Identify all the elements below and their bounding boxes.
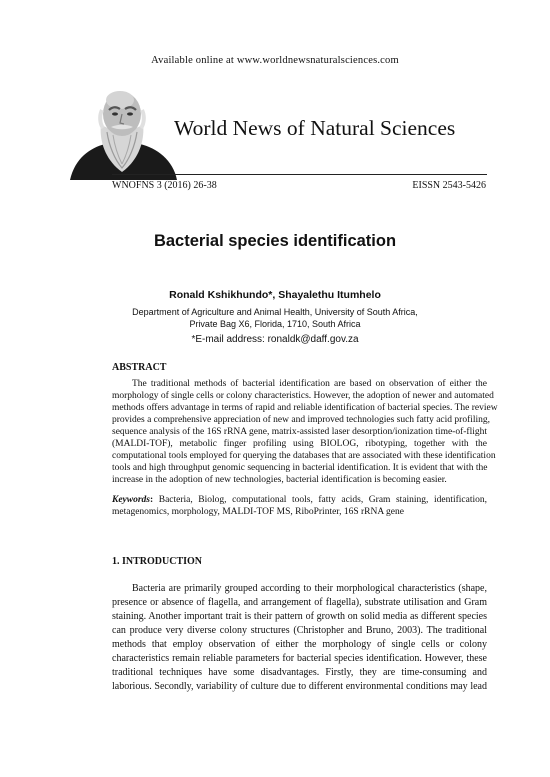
abstract-line: increase in the adoption of new technologies, bacterial identification is becoming easier. <box>112 475 447 485</box>
citation: WNOFNS 3 (2016) 26-38 <box>112 180 217 191</box>
body-line: laborious. Secondly, variability of culture due to different environmental conditions may lead <box>112 681 487 692</box>
abstract-line: computational tools employed for querying the databases that are associated with these identification <box>112 451 496 461</box>
abstract-line: (MALDI-TOF), metabolic finger profiling using BIOLOG, ribotyping, together with the <box>112 439 487 449</box>
body-line: characteristics remain reliable parameters for bacterial species identification. However, these <box>112 653 487 664</box>
abstract-line: morphology of single cells or colony characteristics. However, the adoption of newer and automated <box>112 391 494 401</box>
issn: EISSN 2543-5426 <box>412 180 486 191</box>
abstract-line: provides a comprehensive appreciation of new and improved technologies such fatty acid profiling, <box>112 415 491 425</box>
abstract-line: The traditional methods of bacterial identification are based on observation of either the <box>132 379 487 389</box>
abstract-line: methods offers advantage in terms of rapid and reliable identification of bacterial species. The review <box>112 403 498 413</box>
header-rule <box>112 174 487 175</box>
body-line: methods that employ observation of either the morphology of single cells or colony <box>112 639 487 650</box>
availability-line: Available online at www.worldnewsnaturalsciences.com <box>151 55 399 66</box>
email-address: *E-mail address: ronaldk@daff.gov.za <box>191 334 359 345</box>
keywords-label: Keywords <box>112 495 150 505</box>
body-line: can produce very diverse colony structures (Christopher and Bruno, 2003). The traditional <box>112 625 487 636</box>
body-line: Bacteria are primarily grouped according to their morphological characteristics (shape, <box>132 583 487 594</box>
darwin-portrait-logo <box>65 80 180 180</box>
journal-title: World News of Natural Sciences <box>174 116 456 140</box>
body-line: traditional techniques have some disadvantages. Firstly, they are time-consuming and <box>112 667 487 678</box>
abstract-line: sequence analysis of the 16S rRNA gene, matrix-assisted laser desorption/ionization time-of-flight <box>112 427 487 437</box>
introduction-heading: 1. INTRODUCTION <box>112 556 203 567</box>
abstract-line: tools and high throughput genomic sequencing in bacterial identification. It is evident that with the <box>112 463 488 473</box>
keywords-text-1: Bacteria, Biolog, computational tools, fatty acids, Gram staining, identification, <box>158 495 488 505</box>
authors: Ronald Kshikhundo*, Shayalethu Itumhelo <box>169 289 381 301</box>
body-line: presence or absence of flagella, and arrangement of flagella), substrate utilisation and Gram <box>112 597 487 608</box>
body-line: staining. Another important trait is their pattern of growth on solid media as different species <box>112 611 487 622</box>
keywords-line-2: metagenomics, morphology, MALDI-TOF MS, RiboPrinter, 16S rRNA gene <box>112 507 404 517</box>
affiliation-line-2: Private Bag X6, Florida, 1710, South Africa <box>189 319 361 329</box>
keywords-line-1: Keywords: Bacteria, Biolog, computational tools, fatty acids, Gram staining, identification, <box>112 495 488 505</box>
paper-title: Bacterial species identification <box>153 232 397 250</box>
abstract-heading: ABSTRACT <box>112 362 167 373</box>
affiliation-line-1: Department of Agriculture and Animal Health, University of South Africa, <box>132 307 418 317</box>
